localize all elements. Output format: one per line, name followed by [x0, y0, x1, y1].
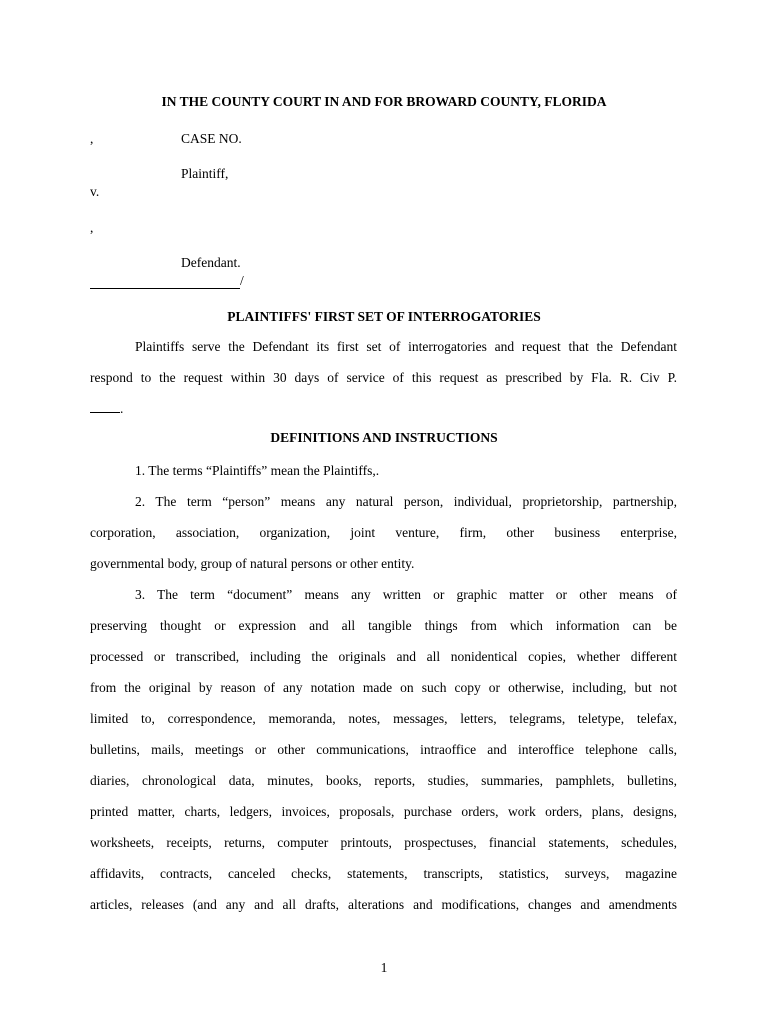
defendant-label: Defendant. — [181, 255, 241, 270]
definition-item-3-line-8: printed matter, charts, ledgers, invoices, proposals, purchase orders, work orders, plans, designs, — [90, 804, 677, 819]
definition-item-2-line-3: governmental body, group of natural persons or other entity. — [90, 556, 415, 571]
definition-item-2-line-1: 2. The term “person” means any natural person, individual, proprietorship, partnership, — [135, 494, 677, 509]
definition-item-2-line-2: corporation, association, organization, joint venture, firm, other business enterprise, — [90, 525, 677, 540]
definition-item-3-line-9: worksheets, receipts, returns, computer printouts, prospectuses, financial statements, schedules, — [90, 835, 677, 850]
definition-item-3-line-1: 3. The term “document” means any written or graphic matter or other means of — [135, 587, 677, 602]
definition-item-3-line-11: articles, releases (and any and all drafts, alterations and modifications, changes and amendments — [90, 897, 677, 912]
intro-line-2: respond to the request within 30 days of service of this request as prescribed by Fla. R. Civ P. — [90, 370, 677, 385]
intro-line-3-period: . — [120, 401, 124, 416]
intro-paragraph — [90, 338, 677, 431]
definition-item-3-line-10: affidavits, contracts, canceled checks, statements, transcripts, statistics, surveys, magazine — [90, 866, 677, 881]
definition-item-3-line-5: limited to, correspondence, memoranda, notes, messages, letters, telegrams, teletype, telefax, — [90, 711, 677, 726]
plaintiff-label: Plaintiff, — [181, 166, 229, 181]
document-title: PLAINTIFFS' FIRST SET OF INTERROGATORIES — [227, 309, 541, 324]
intro-line-3 — [90, 400, 677, 431]
page-number: 1 — [380, 960, 388, 975]
rule-number-blank — [90, 412, 120, 413]
intro-line-1: Plaintiffs serve the Defendant its first set of interrogatories and request that the Defendant — [135, 339, 677, 354]
definition-item-3-line-2: preserving thought or expression and all tangible things from which information can be — [90, 618, 677, 633]
case-number-label: CASE NO. — [181, 131, 242, 146]
definitions-list — [90, 462, 677, 927]
definition-item-1: 1. The terms “Plaintiffs” mean the Plaintiffs,. — [135, 463, 380, 478]
definition-item-3-line-4: from the original by reason of any notation made on such copy or otherwise, including, but not — [90, 680, 677, 695]
court-title: IN THE COUNTY COURT IN AND FOR BROWARD COUNTY, FLORIDA — [161, 94, 607, 109]
caption-underline — [90, 288, 240, 289]
definition-item-3-line-6: bulletins, mails, meetings or other communications, intraoffice and interoffice telephone calls, — [90, 742, 677, 757]
definitions-heading: DEFINITIONS AND INSTRUCTIONS — [270, 430, 498, 445]
definition-item-3-line-7: diaries, chronological data, minutes, books, reports, studies, summaries, pamphlets, bulletins, — [90, 773, 677, 788]
plaintiff-name-comma: , — [90, 131, 94, 146]
versus-label: v. — [90, 184, 100, 199]
caption-slash: / — [240, 273, 244, 288]
defendant-name-comma: , — [90, 220, 94, 235]
definition-item-3-line-3: processed or transcribed, including the originals and all nonidentical copies, whether different — [90, 649, 677, 664]
